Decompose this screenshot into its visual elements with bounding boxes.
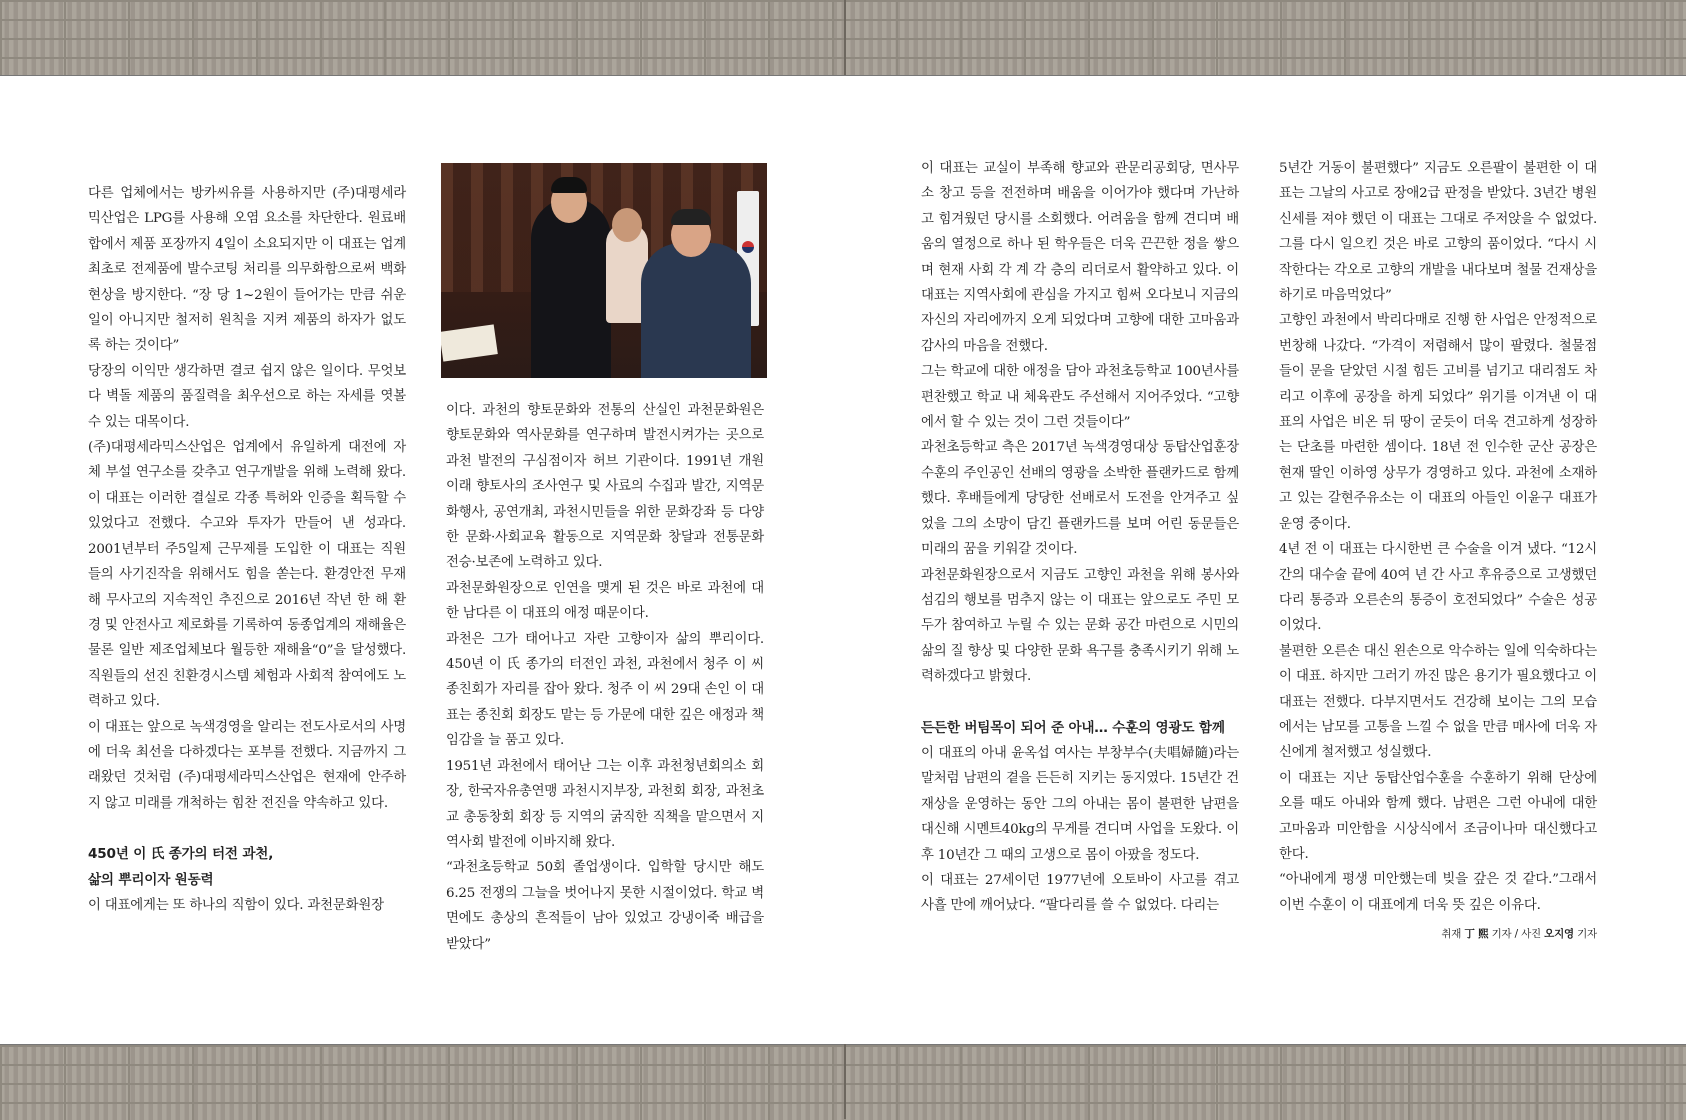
paragraph: 이다. 과천의 향토문화와 전통의 산실인 과천문화원은 향토문화와 역사문화를 연구하며 발전시켜가는 곳으로 과천 발전의 구심점이자 허브 기관이다. 1991년 개원 이래 향토사의 조사연구 및 사료의 수집과 발간, 지역문화행사, 공연개최, 과천시민들을 위한 문화강좌 등 다양한 문화·사회교육 활동으로 지역문화 창달과 전통문화 전승·보존에 노력하고 있다. [446,403,764,571]
paragraph: 이 대표는 지난 동탑산업수훈을 수훈하기 위해 단상에 오를 때도 아내와 함께 했다. 남편은 그런 아내에 대한 고마움과 미안함을 시상식에서 조금이나마 대신했다고 한다. [1279,770,1597,862]
paragraph: 이 대표의 아내 윤옥섭 여사는 부창부수(夫唱婦隨)라는 말처럼 남편의 곁을 든든히 지키는 동지였다. 15년간 건재상을 운영하는 동안 그의 아내는 몸이 불편한 남편을 대신해 시멘트40kg의 무게를 견디며 사업을 도왔다. 이후 10년간 그 때의 고생으로 몸이 아팠을 정도다. [921,745,1239,863]
paragraph: (주)대평세라믹스산업은 업계에서 유일하게 대전에 자체 부설 연구소를 갖추고 연구개발을 위해 노력해 왔다. 이 대표는 이러한 결실로 각종 특허와 인증을 획득할 수 있었다고 전했다. 수고와 투자가 만들어 낸 성과다. 2001년부터 주5일제 근무제를 도입한 이 대표는 직원들의 사기진작을 위해서도 힘을 쏟는다. 환경안전 무재해 무사고의 지속적인 추진으로 2016년 작년 한 해 환경 및 안전사고 제로화를 기록하여 동종업계의 재해율은 물론 일반 제조업체보다 월등한 재해율“0”을 달성했다. 직원들의 선진 친환경시스템 체험과 사회적 참여에도 노력하고 있다. [88,440,406,710]
paragraph: 과천문화원장으로 인연을 맺게 된 것은 바로 과천에 대한 남다른 이 대표의 애정 때문이다. [446,580,764,622]
award-photo [441,163,767,378]
brick-wall-bottom [0,1044,1686,1120]
paragraph: 고향인 과천에서 박리다매로 진행 한 사업은 안정적으로 번창해 나갔다. “가격이 저렴해서 많이 팔렸다. 철물점들이 문을 닫았던 시절 힘든 고비를 넘기고 대리점도 차리고 이후에 공장을 하게 되었다” 위기를 이겨낸 이 대표의 사업은 비온 뒤 땅이 굳듯이 더욱 견고하게 성장하는 단초를 마련한 셈이다. 18년 전 인수한 군산 공장은 현재 딸인 이하영 상무가 경영하고 있다. 과천에 소재하고 있는 갈현주유소는 이 대표의 아들인 이윤구 대표가 운영 중이다. [1279,313,1597,532]
page-seam-top [844,0,846,75]
column-4 [1279,156,1597,948]
paragraph: 4년 전 이 대표는 다시한번 큰 수술을 이겨 냈다. “12시간의 대수술 끝에 40여 년 간 사고 후유증으로 고생했던 다리 통증과 오른손의 통증이 호전되었다” 수술은 성공이었다. [1279,542,1597,634]
paragraph: “과천초등학교 50회 졸업생이다. 입학할 당시만 해도 6.25 전쟁의 그늘을 벗어나지 못한 시절이었다. 학교 벽면에도 총상의 흔적들이 남아 있었고 강냉이죽 배급을 받았다” [446,860,764,952]
paragraph: 과천문화원장으로서 지금도 고향인 과천을 위해 봉사와 섬김의 행보를 멈추지 않는 이 대표는 앞으로도 주민 모두가 참여하고 누릴 수 있는 문화 공간 마련으로 시민의 삶의 질 향상 및 다양한 문화 욕구를 충족시키기 위해 노력하겠다고 밝혔다. [921,567,1239,685]
paragraph: 다른 업체에서는 방카씨유를 사용하지만 (주)대평세라믹산업은 LPG를 사용해 오염 요소를 차단한다. 원료배합에서 제품 포장까지 4일이 소요되지만 이 대표는 업계 최초로 전제품에 발수코팅 처리를 의무화함으로써 백화현상을 방지한다. “장 당 1~2원이 들어가는 만큼 쉬운 일이 아니지만 철저히 원칙을 지켜 제품의 하자가 없도록 하는 것이다” [88,186,406,354]
paragraph: 이 대표는 앞으로 녹색경영을 알리는 전도사로서의 사명에 더욱 최선을 다하겠다는 포부를 전했다. 지금까지 그래왔던 것처럼 (주)대평세라믹스산업은 현재에 안주하지 않고 미래를 개척하는 힘찬 전진을 약속하고 있다. [88,719,406,811]
paragraph: 이 대표는 27세이던 1977년에 오토바이 사고를 겪고 사흘 만에 깨어났다. “팔다리를 쓸 수 없었다. 다리는 [921,872,1239,914]
paragraph: 당장의 이익만 생각하면 결코 쉽지 않은 일이다. 무엇보다 벽돌 제품의 품질력을 최우선으로 하는 자세를 엿볼 수 있는 대목이다. [88,363,406,430]
paragraph: 그는 학교에 대한 애정을 담아 과천초등학교 100년사를 편찬했고 학교 내 체육관도 주선해서 지어주었다. “고향에서 할 수 있는 것이 그런 것들이다” [921,364,1239,431]
page-seam-bottom [844,1044,846,1119]
reporter-name: 丁 熙 [1464,928,1489,941]
section-heading-1 [88,842,406,893]
credit-label: 취재 [1441,928,1462,941]
column-3 [921,156,1239,919]
byline-credit [1279,922,1597,947]
credit-label: 기자 [1577,928,1597,941]
heading-line: 450년 이 氏 종가의 터전 과천, [88,846,274,863]
section-heading-2: 든든한 버팀목이 되어 준 아내… 수훈의 영광도 함께 [921,719,1225,736]
column-2 [446,398,764,957]
paragraph: 과천은 그가 태어나고 자란 고향이자 삶의 뿌리이다. 450년 이 氏 종가의 터전인 과천, 과천에서 청주 이 씨 종친회가 자리를 잡아 왔다. 청주 이 씨 29대 손인 이 대표는 종친회 회장도 맡는 등 가문에 대한 깊은 애정과 책임감을 늘 품고 있다. [446,631,764,749]
paragraph: 이 대표에게는 또 하나의 직함이 있다. 과천문화원장 [88,897,384,913]
paragraph: 과천초등학교 측은 2017년 녹색경영대상 동탑산업훈장 수훈의 주인공인 선배의 영광을 소박한 플랜카드로 함께 했다. 후배들에게 당당한 선배로서 도전을 안겨주고 싶었을 그의 소망이 담긴 플랜카드를 보며 어린 동문들은 미래의 꿈을 키워갈 것이다. [921,440,1239,558]
paragraph: 5년간 거동이 불편했다” 지금도 오른팔이 불편한 이 대표는 그날의 사고로 장애2급 판정을 받았다. 3년간 병원신세를 져야 했던 이 대표는 그대로 주저앉을 수 없었다. 그를 다시 일으킨 것은 바로 고향의 품이었다. “다시 시작한다는 각오로 고향의 개발을 내다보며 철물 건재상을 하기로 마음먹었다” [1279,161,1597,304]
paragraph: 1951년 과천에서 태어난 그는 이후 과천청년회의소 회장, 한국자유총연맹 과천시지부장, 과천회 회장, 과천초교 총동창회 회장 등 지역의 굵직한 직책을 맡으면서 지역사회 발전에 이바지해 왔다. [446,758,764,850]
column-1 [88,181,406,918]
paragraph: “아내에게 평생 미안했는데 빚을 갚은 것 같다.”그래서 이번 수훈이 이 대표에게 더욱 뜻 깊은 이유다. [1279,872,1597,913]
brick-wall-top [0,0,1686,76]
credit-label: 기자 / 사진 [1491,928,1541,941]
heading-line: 삶의 뿌리이자 원동력 [88,871,214,888]
photographer-name: 오지영 [1544,928,1574,941]
paragraph: 이 대표는 교실이 부족해 향교와 관문리공회당, 면사무소 창고 등을 전전하며 배움을 이어가야 했다며 가난하고 힘겨웠던 당시를 소회했다. 어려움을 함께 견디며 배움의 열정으로 하나 된 학우들은 더욱 끈끈한 정을 쌓으며 현재 사회 각 계 각 층의 리더로서 활약하고 있다. 이 대표는 지역사회에 관심을 가지고 힘써 오다보니 지금의 자신의 자리에까지 오게 되었다며 고향에 대한 고마움과 감사의 마음을 전했다. [921,161,1239,354]
paragraph: 불편한 오른손 대신 왼손으로 악수하는 일에 익숙하다는 이 대표. 하지만 그러기 까진 많은 용기가 필요했다고 이 대표는 전했다. 다부지면서도 건강해 보이는 그의 모습에서는 남모를 고통을 느낄 수 없을 만큼 매사에 더욱 자신에게 철저했고 성실했다. [1279,643,1597,761]
